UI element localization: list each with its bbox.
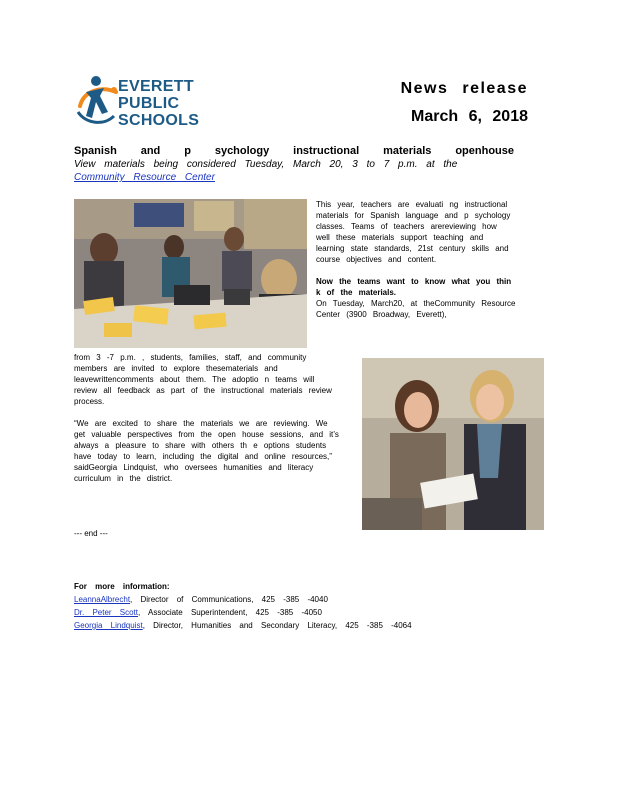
contact-row (74, 593, 514, 606)
paragraph-feedback-bold (316, 276, 516, 320)
paragraph-quote: “We are excited to share the materials we are reviewing. We get valuable perspectives from the open house sessions, and it’s always a pleasure to share with others th e options students have today to learn, including the digital and online resources,” saidGeorgia Lindquist, who oversees humanities and literacy curriculum in the district. (74, 419, 339, 483)
paragraph-open-house: from 3 -7 p.m. , students, families, staff, and community members are invited to explore thesematerials and leavewrittencomments about them. The adoptio n teams will review all feedback as part of the instructional materials review process. (74, 353, 332, 406)
logo-wordmark (118, 78, 199, 129)
presenters-photo (362, 358, 544, 530)
subhead-text: View materials being considered Tuesday, March 20, 3 to 7 p.m. at the (74, 159, 458, 170)
contact-detail: , Associate Superintendent, 425 -385 -4050 (138, 608, 322, 617)
teachers-photo (74, 199, 307, 348)
contact-detail: , Director, Humanities and Secondary Literacy, 425 -385 -4064 (142, 621, 412, 630)
open-house-location-text: On Tuesday, March20, at theCommunity Resource Center (3900 Broadway, Everett), (316, 299, 516, 319)
contact-info (74, 580, 514, 632)
feedback-bold-text: Now the teams want to know what you thin k of the materials. (316, 277, 512, 297)
news-release-label: News release (400, 80, 528, 97)
community-resource-center-link[interactable]: Community Resource Center (74, 172, 215, 183)
article-left-column (74, 352, 340, 484)
release-date: March 6, 2018 (411, 108, 528, 125)
logo-line-2: PUBLIC (118, 95, 180, 112)
contact-detail: , Director of Communications, 425 -385 -4040 (130, 595, 328, 604)
subhead (74, 158, 514, 184)
contact-label: For more information: (74, 582, 170, 591)
paragraph-evaluating: This year, teachers are evaluati ng instructional materials for Spanish language and p sychology classes. Teams of teachers arereviewing how well these materials support teaching and learning state standards, 21st century skills and course objectives and content. (316, 200, 511, 264)
logo-figure-icon (74, 72, 122, 130)
contact-link-albrecht[interactable]: LeannaAlbrecht (74, 595, 131, 604)
logo-line-1: EVERETT (118, 78, 194, 95)
article-right-column (316, 199, 516, 320)
contact-link-scott[interactable]: Dr. Peter Scott (74, 608, 139, 617)
contact-link-lindquist[interactable]: Georgia Lindquist (74, 621, 143, 630)
contact-row (74, 606, 514, 619)
contact-row (74, 619, 514, 632)
logo-line-3: SCHOOLS (118, 112, 200, 129)
end-marker: --- end --- (74, 529, 108, 538)
headline: Spanish and p sychology instructional materials openhouse (74, 145, 514, 157)
